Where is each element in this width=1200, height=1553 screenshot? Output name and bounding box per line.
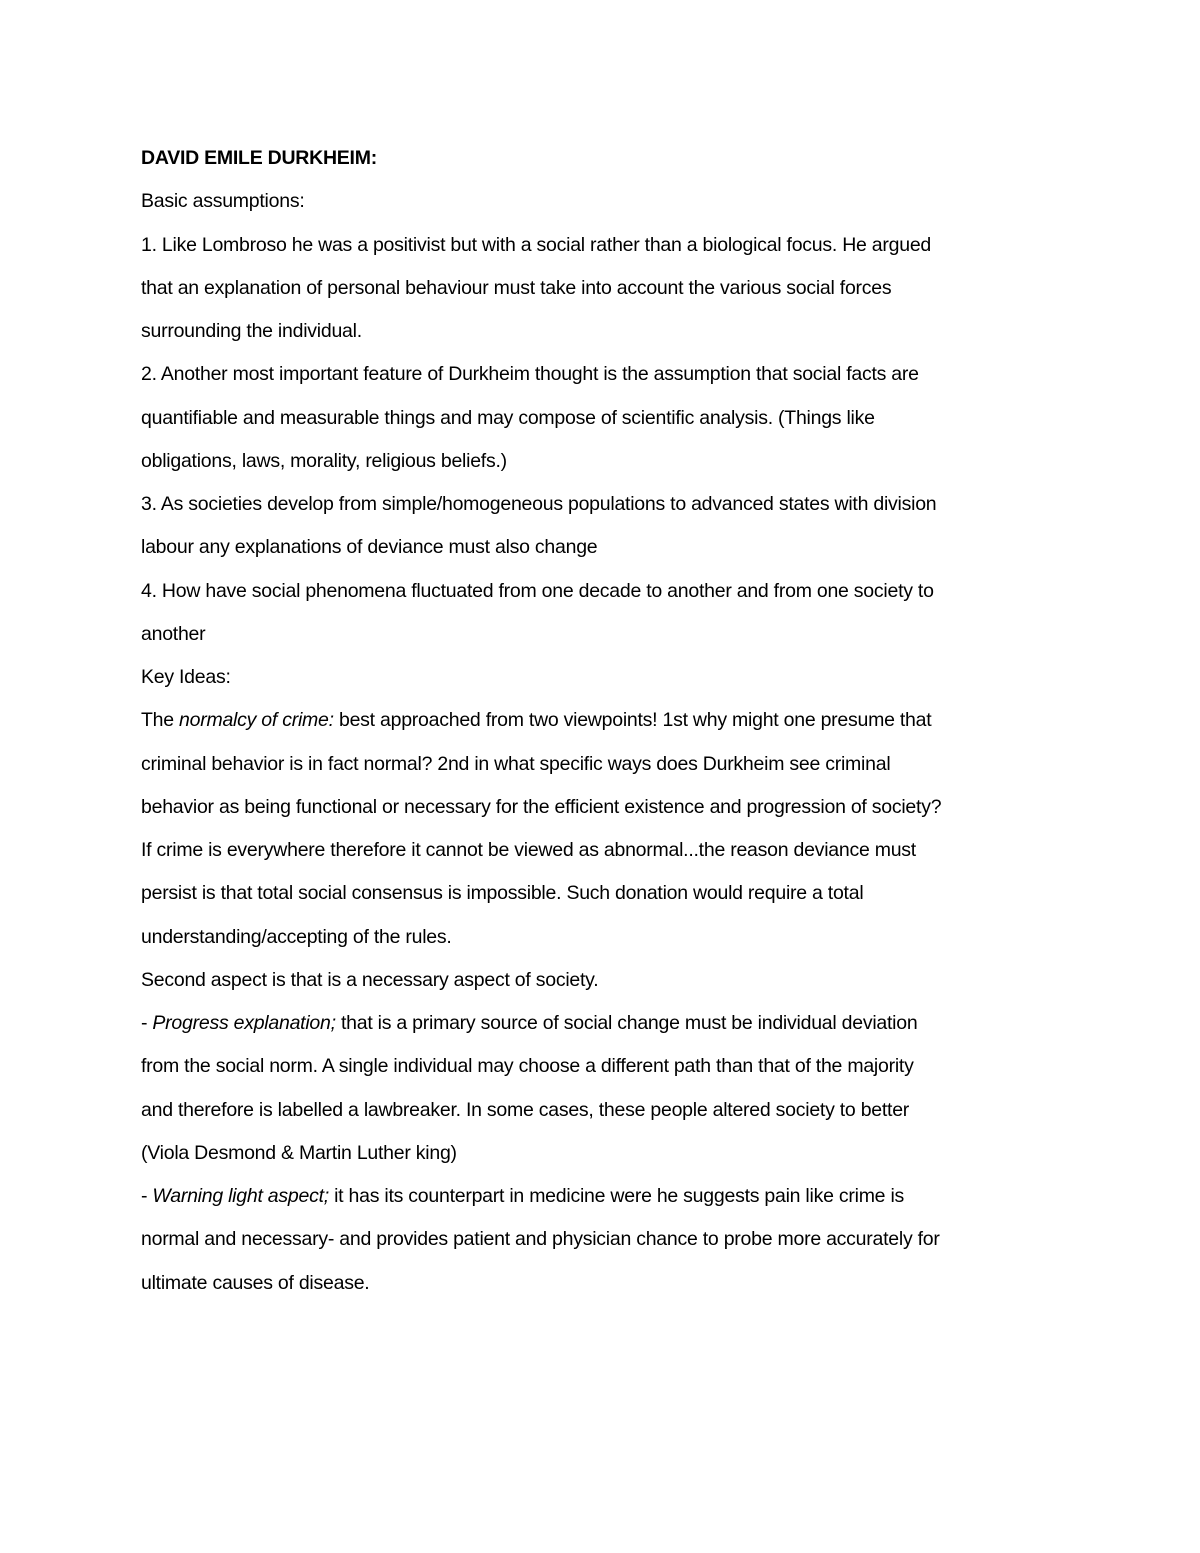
warning-line-2: normal and necessary- and provides patient and physician chance to probe more accurately for	[141, 1228, 940, 1251]
normalcy-paragraph	[141, 699, 1071, 959]
assumption-1	[141, 224, 1071, 354]
assumption-1-line-3: surrounding the individual.	[141, 320, 362, 342]
warning-dash: -	[141, 1185, 153, 1207]
warning-line-1	[141, 1175, 1071, 1218]
assumption-3	[141, 483, 1071, 570]
normalcy-line-6: understanding/accepting of the rules.	[141, 925, 452, 948]
progress-line-1-rest: that is a primary source of social change must be individual deviation	[335, 1012, 918, 1034]
assumption-4	[141, 570, 1071, 657]
normalcy-term: normalcy of crime:	[179, 709, 334, 732]
progress-line-4: (Viola Desmond & Martin Luther king)	[141, 1141, 457, 1164]
key-ideas-label: Key Ideas:	[141, 666, 231, 688]
basic-assumptions-label: Basic assumptions:	[141, 190, 305, 213]
assumption-4-line-1: 4. How have social phenomena fluctuated from one decade to another and from one society to	[141, 579, 934, 602]
normalcy-line-3: behavior as being functional or necessary for the efficient existence and progression of society?	[141, 795, 942, 818]
assumption-2-line-1: 2. Another most important feature of Durkheim thought is the assumption that social facts are	[141, 363, 919, 386]
warning-paragraph	[141, 1175, 1071, 1305]
assumption-2-line-2: quantifiable and measurable things and may compose of scientific analysis. (Things like	[141, 406, 875, 429]
progress-line-2: from the social norm. A single individual may choose a different path than that of the majority	[141, 1055, 914, 1078]
progress-paragraph	[141, 1002, 1071, 1175]
progress-line-3: and therefore is labelled a lawbreaker. In some cases, these people altered society to better	[141, 1098, 910, 1121]
normalcy-line-4: If crime is everywhere therefore it cannot be viewed as abnormal...the reason deviance must	[141, 839, 916, 861]
progress-dash: -	[141, 1012, 153, 1034]
normalcy-line-5: persist is that total social consensus is impossible. Such donation would require a total	[141, 882, 864, 905]
normalcy-line-2: criminal behavior is in fact normal? 2nd in what specific ways does Durkheim see criminal	[141, 752, 891, 775]
assumption-1-line-2: that an explanation of personal behaviour must take into account the various social forces	[141, 276, 892, 299]
normalcy-prefix: The	[141, 709, 180, 732]
assumption-4-line-2: another	[141, 622, 206, 645]
assumption-2	[141, 353, 1071, 483]
normalcy-line-1	[141, 699, 1071, 742]
document-body	[141, 137, 1071, 1305]
warning-line-3: ultimate causes of disease.	[141, 1271, 370, 1294]
assumption-3-line-1: 3. As societies develop from simple/homogeneous populations to advanced states with division	[141, 493, 937, 515]
progress-term: Progress explanation;	[152, 1012, 336, 1034]
warning-term: Warning light aspect;	[152, 1185, 329, 1207]
second-aspect: Second aspect is that is a necessary aspect of society.	[141, 968, 599, 991]
assumption-1-line-1: 1. Like Lombroso he was a positivist but with a social rather than a biological focus. He argued	[141, 233, 932, 256]
normalcy-line-1-rest: best approached from two viewpoints! 1st why might one presume that	[333, 709, 932, 732]
progress-line-1	[141, 1002, 1071, 1045]
warning-line-1-rest: it has its counterpart in medicine were he suggests pain like crime is	[328, 1185, 905, 1207]
document-heading: DAVID EMILE DURKHEIM:	[141, 147, 377, 169]
assumption-3-line-2: labour any explanations of deviance must also change	[141, 536, 598, 559]
assumption-2-line-3: obligations, laws, morality, religious beliefs.)	[141, 449, 507, 472]
